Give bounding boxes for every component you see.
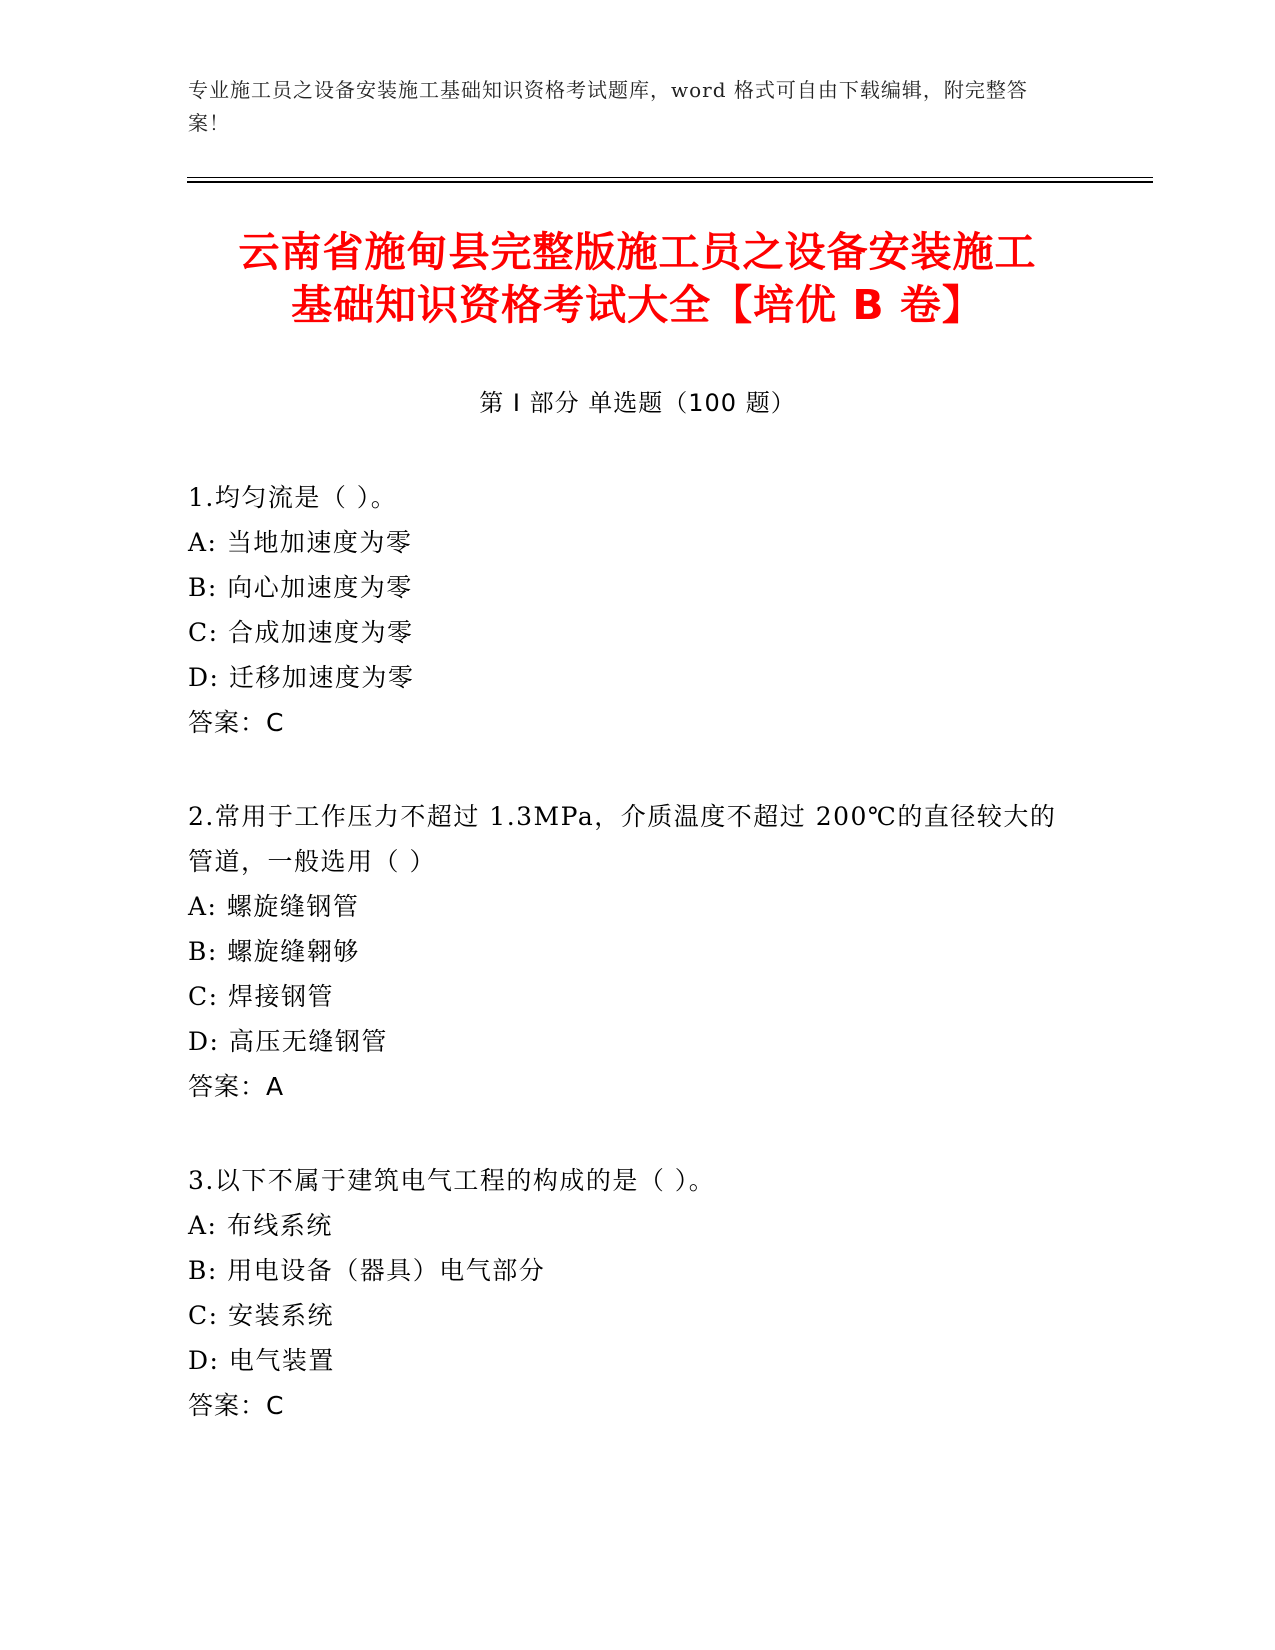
question-2 bbox=[188, 794, 1068, 1110]
option-a: A: 螺旋缝钢管 bbox=[188, 892, 360, 921]
answer: 答案：C bbox=[188, 1391, 285, 1420]
header-divider-thin bbox=[187, 177, 1153, 178]
option-d: D: 迁移加速度为零 bbox=[188, 663, 415, 692]
header-note: 专业施工员之设备安装施工基础知识资格考试题库，word 格式可自由下载编辑，附完整答案！ bbox=[188, 78, 1028, 135]
answer: 答案：C bbox=[188, 708, 285, 737]
question-1 bbox=[188, 475, 1068, 746]
header-divider-thick bbox=[187, 181, 1153, 183]
option-a: A: 布线系统 bbox=[188, 1211, 333, 1240]
option-c: C: 合成加速度为零 bbox=[188, 618, 414, 647]
option-d: D: 电气装置 bbox=[188, 1346, 335, 1375]
question-stem: 1.均匀流是（ ）。 bbox=[188, 483, 398, 512]
option-c: C: 焊接钢管 bbox=[188, 982, 334, 1011]
title-line-2: 基础知识资格考试大全【培优 B 卷】 bbox=[291, 281, 984, 329]
option-a: A: 当地加速度为零 bbox=[188, 528, 413, 557]
question-stem: 2.常用于工作压力不超过 1.3MPa，介质温度不超过 200℃的直径较大的管道，一般选用（ ） bbox=[188, 802, 1057, 876]
title-line-1: 云南省施甸县完整版施工员之设备安装施工 bbox=[238, 228, 1037, 276]
question-3 bbox=[188, 1158, 1068, 1429]
option-d: D: 高压无缝钢管 bbox=[188, 1027, 388, 1056]
option-c: C: 安装系统 bbox=[188, 1301, 334, 1330]
question-stem: 3.以下不属于建筑电气工程的构成的是（ ）。 bbox=[188, 1166, 716, 1195]
answer: 答案：A bbox=[188, 1072, 285, 1101]
option-b: B: 向心加速度为零 bbox=[188, 573, 413, 602]
section-heading: 第 I 部分 单选题（100 题） bbox=[479, 389, 796, 417]
option-b: B: 螺旋缝翱够 bbox=[188, 937, 360, 966]
option-b: B: 用电设备（器具）电气部分 bbox=[188, 1256, 546, 1285]
document-title bbox=[100, 226, 1175, 332]
